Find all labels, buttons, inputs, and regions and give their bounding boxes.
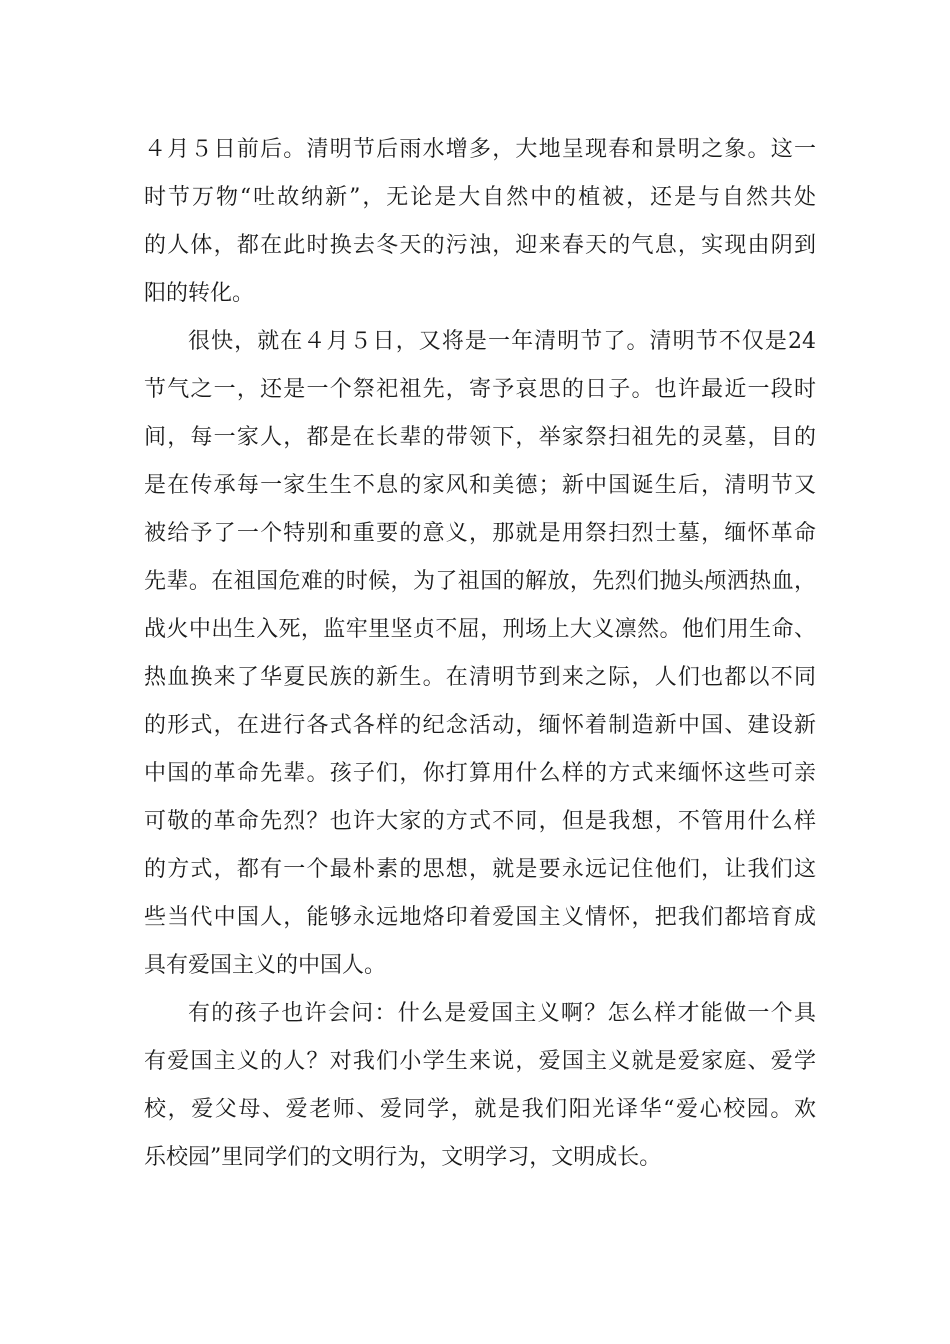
text-line: ４月５日前后。清明节后雨水增多，大地呈现春和景明之象。这一 — [144, 137, 816, 162]
text-line: 的人体，都在此时换去冬天的污浊，迎来春天的气息，实现由阴到 — [144, 233, 816, 258]
paragraph-1 — [144, 126, 816, 318]
paragraph-2 — [144, 318, 816, 990]
text-line: 很快，就在４月５日，又将是一年清明节了。清明节不仅是24 — [188, 329, 816, 354]
text-line: 可敬的革命先烈？也许大家的方式不同，但是我想，不管用什么样 — [144, 809, 816, 834]
text-line: 中国的革命先辈。孩子们，你打算用什么样的方式来缅怀这些可亲 — [144, 761, 816, 786]
text-line: 阳的转化。 — [144, 281, 255, 306]
text-line: 的方式，都有一个最朴素的思想，就是要永远记住他们，让我们这 — [144, 857, 816, 882]
body-text — [144, 126, 816, 1182]
text-line: 有爱国主义的人？对我们小学生来说，爱国主义就是爱家庭、爱学 — [144, 1049, 816, 1074]
text-line: 间，每一家人，都是在长辈的带领下，举家祭扫祖先的灵墓，目的 — [144, 425, 816, 450]
text-line: 被给予了一个特别和重要的意义，那就是用祭扫烈士墓，缅怀革命 — [144, 521, 816, 546]
text-line: 先辈。在祖国危难的时候，为了祖国的解放，先烈们抛头颅洒热血， — [144, 569, 816, 594]
text-line: 是在传承每一家生生不息的家风和美德；新中国诞生后，清明节又 — [144, 473, 816, 498]
text-line: 时节万物“吐故纳新”，无论是大自然中的植被，还是与自然共处 — [144, 185, 816, 210]
text-line: 有的孩子也许会问：什么是爱国主义啊？怎么样才能做一个具 — [188, 1001, 816, 1026]
text-line: 具有爱国主义的中国人。 — [144, 953, 387, 978]
text-line: 校，爱父母、爱老师、爱同学，就是我们阳光译华“爱心校园。欢 — [144, 1097, 816, 1122]
text-line: 节气之一，还是一个祭祀祖先，寄予哀思的日子。也许最近一段时 — [144, 377, 816, 402]
text-line: 些当代中国人，能够永远地烙印着爱国主义情怀，把我们都培育成 — [144, 905, 816, 930]
text-line: 战火中出生入死，监牢里坚贞不屈，刑场上大义凛然。他们用生命、 — [144, 617, 816, 642]
text-line: 乐校园”里同学们的文明行为，文明学习，文明成长。 — [144, 1145, 662, 1170]
text-line: 热血换来了华夏民族的新生。在清明节到来之际，人们也都以不同 — [144, 665, 816, 690]
paragraph-3 — [144, 990, 816, 1182]
text-line: 的形式，在进行各式各样的纪念活动，缅怀着制造新中国、建设新 — [144, 713, 816, 738]
